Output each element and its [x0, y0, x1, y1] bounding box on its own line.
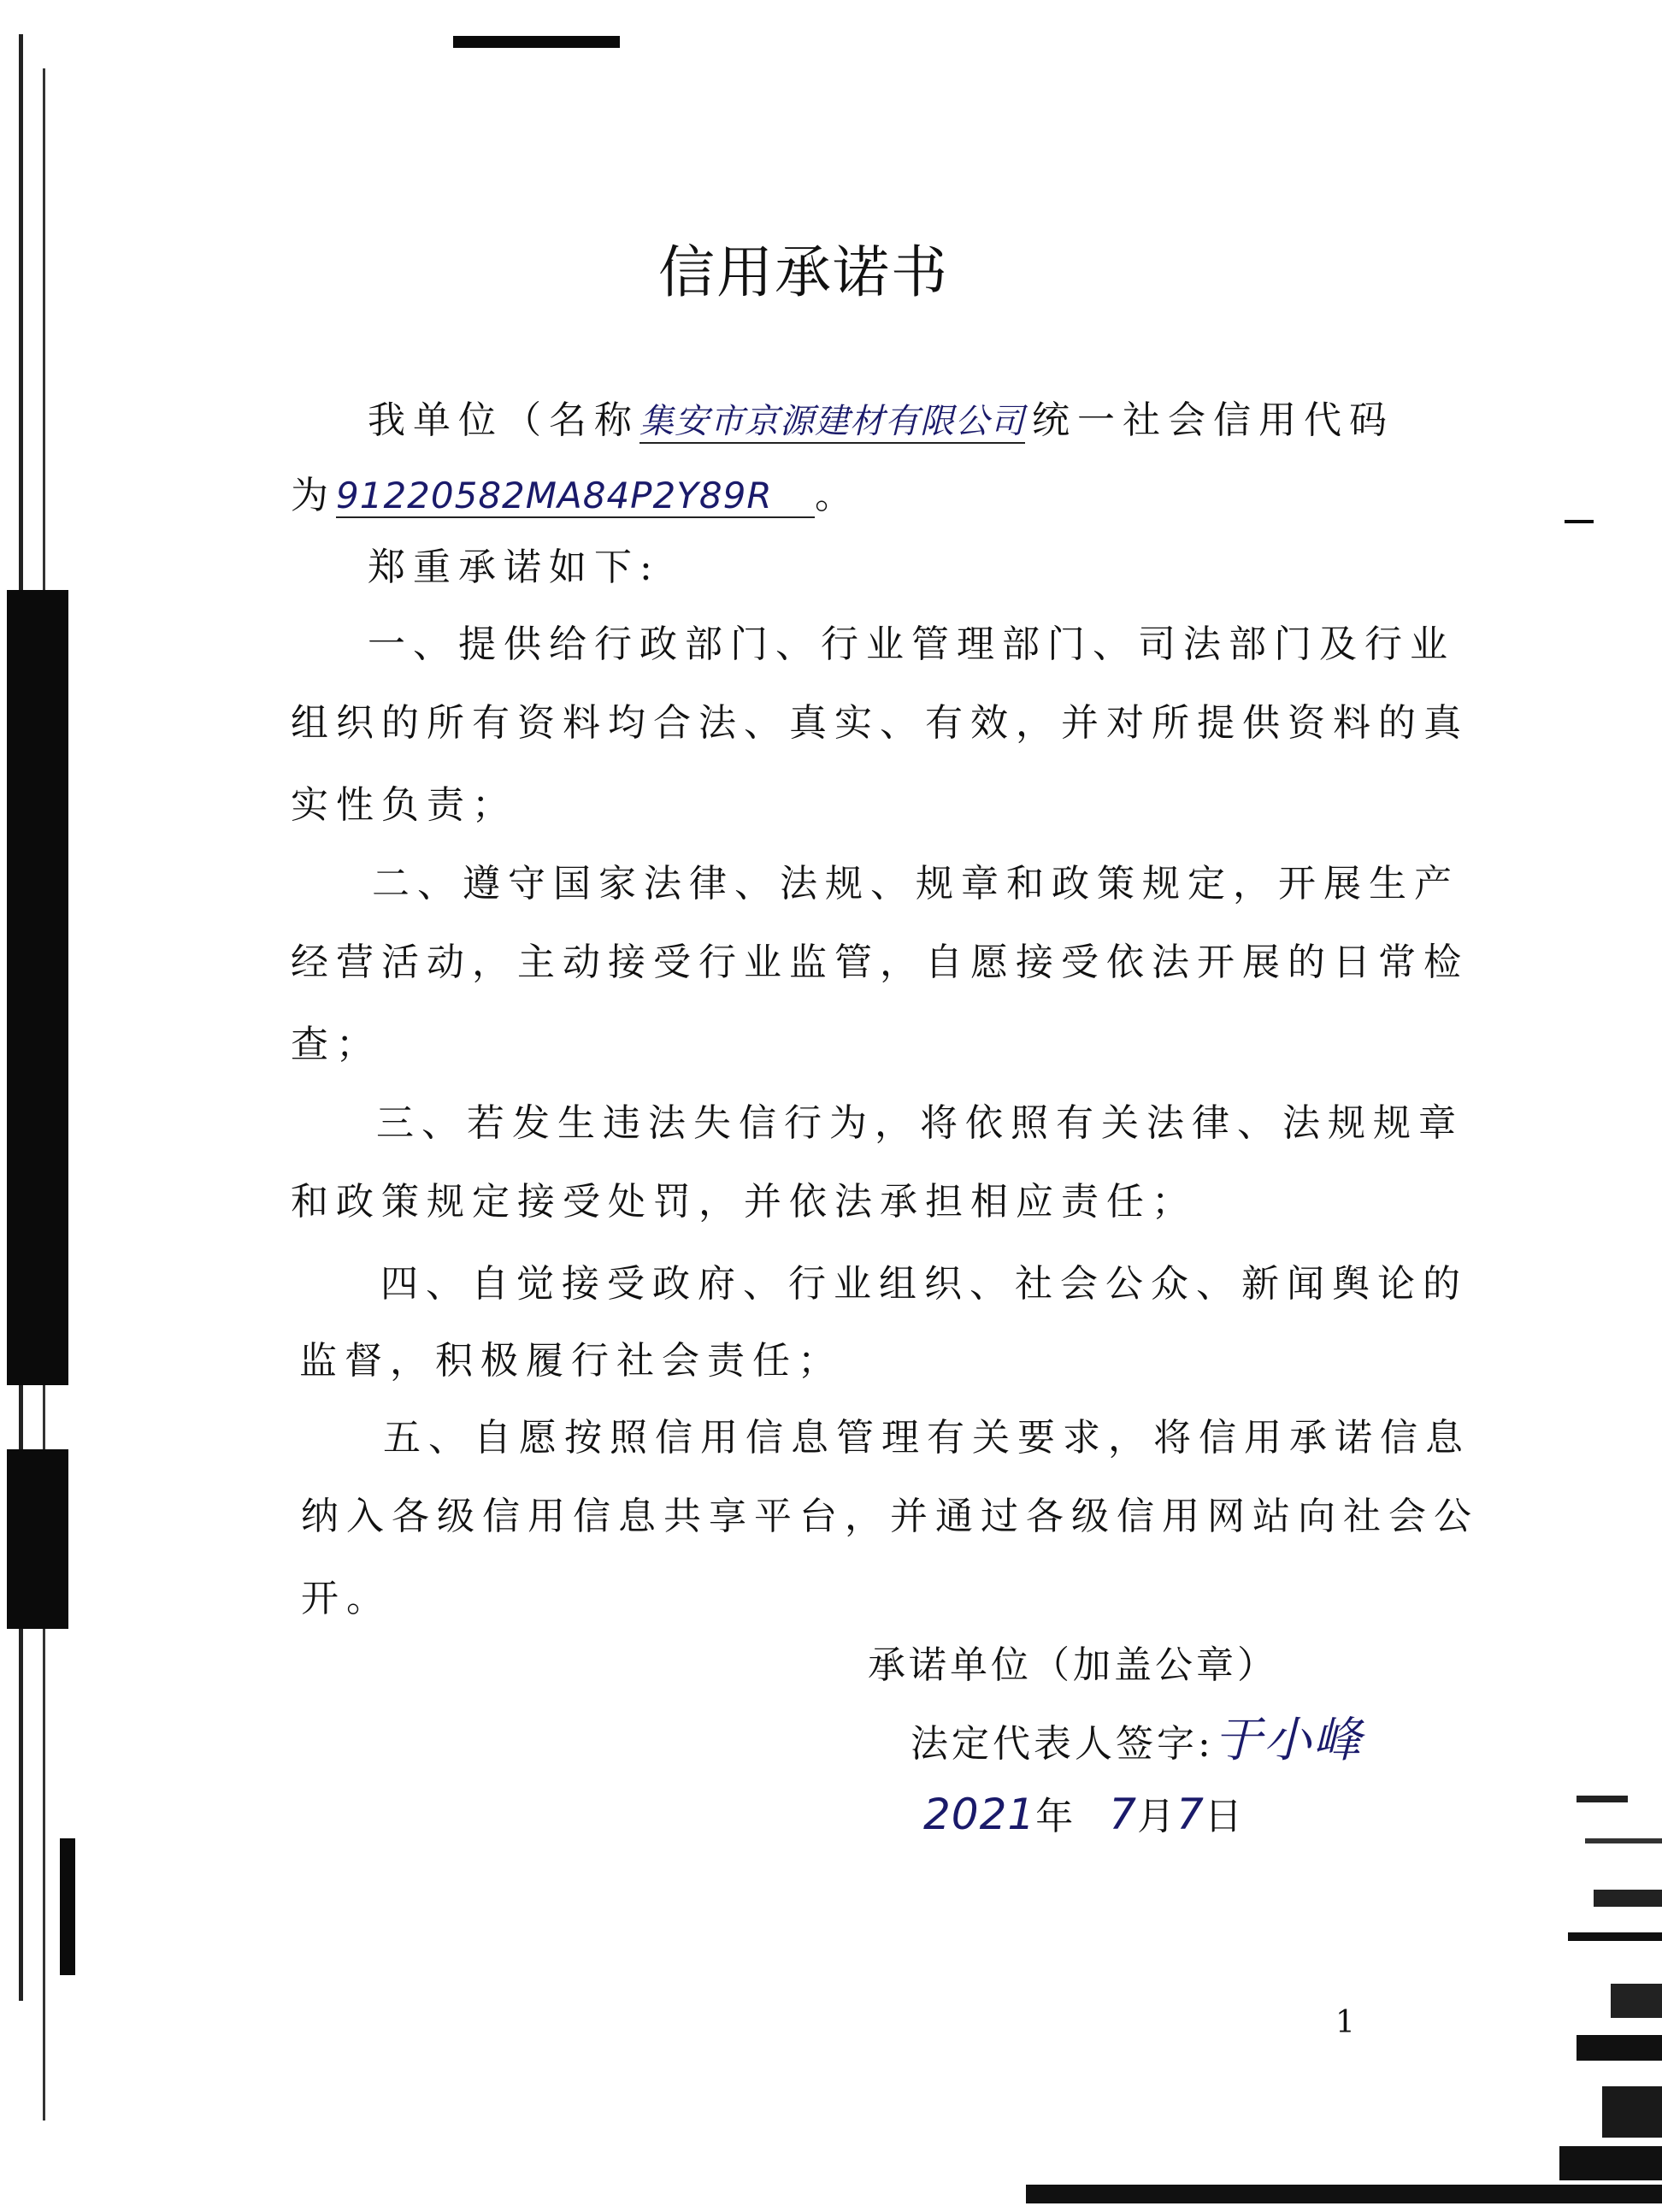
intro-end-mark: 。: [815, 474, 860, 517]
scan-top-bar: [453, 36, 620, 48]
clause-4-line-1: 四、自觉接受政府、行业组织、社会公众、新闻舆论的: [380, 1262, 1468, 1306]
clause-2-line-3: 查；: [291, 1023, 381, 1066]
clause-1-line-2: 组织的所有资料均合法、真实、有效，并对所提供资料的真: [291, 701, 1469, 745]
scan-right-dash: [1565, 520, 1594, 523]
company-name-handwritten: 集安市京源建材有限公司: [639, 401, 1025, 444]
name-label: 我单位（名称: [368, 398, 639, 442]
scan-left-bar-2: [7, 1449, 68, 1629]
credit-code-handwritten: 91220582MA84P2Y89R: [336, 475, 815, 518]
intro-line-2: [291, 475, 1359, 518]
signature-date: [923, 1790, 1662, 1839]
clause-5-line-2: 纳入各级信用信息共享平台，并通过各级信用网站向社会公: [301, 1495, 1479, 1538]
clause-2-line-1: 二、遵守国家法律、法规、规章和政策规定，开展生产: [372, 862, 1459, 905]
page-number: 1: [1335, 2005, 1355, 2040]
scan-left-bar-3: [60, 1838, 75, 1975]
date-month: 7: [1109, 1790, 1138, 1839]
document-title: 信用承诺书: [658, 239, 949, 305]
clause-4-line-2: 监督，积极履行社会责任；: [299, 1339, 843, 1383]
date-day-unit: 日: [1204, 1795, 1244, 1838]
signature-unit-label: 承诺单位（加盖公章）: [868, 1643, 1278, 1687]
clause-5-line-1: 五、自愿按照信用信息管理有关要求，将信用承诺信息: [383, 1416, 1470, 1460]
pledge-heading: 郑重承诺如下:: [368, 546, 660, 589]
date-year-unit: 年: [1035, 1795, 1076, 1838]
date-month-unit: 月: [1137, 1795, 1177, 1838]
representative-signature: 于小峰: [1213, 1713, 1363, 1768]
representative-label: 法定代表人签字:: [911, 1722, 1214, 1766]
clause-2-line-2: 经营活动，主动接受行业监管，自愿接受依法开展的日常检: [291, 941, 1469, 984]
clause-1-line-3: 实性负责；: [291, 783, 517, 827]
date-day: 7: [1176, 1790, 1205, 1839]
clause-3-line-2: 和政策规定接受处罚，并依法承担相应责任；: [291, 1180, 1197, 1224]
clause-5-line-3: 开。: [301, 1577, 392, 1620]
date-year: 2021: [923, 1790, 1036, 1839]
credit-code-label: 统一社会信用代码: [1032, 398, 1394, 442]
clause-3-line-1: 三、若发生违法失信行为，将依照有关法律、法规规章: [376, 1101, 1464, 1145]
signature-rep-line: [911, 1713, 1662, 1768]
intro-line-1: [291, 398, 1394, 444]
for-label: 为: [291, 474, 336, 517]
scan-left-bar-1: [7, 590, 68, 1385]
clause-1-line-1: 一、提供给行政部门、行业管理部门、司法部门及行业: [368, 622, 1455, 666]
